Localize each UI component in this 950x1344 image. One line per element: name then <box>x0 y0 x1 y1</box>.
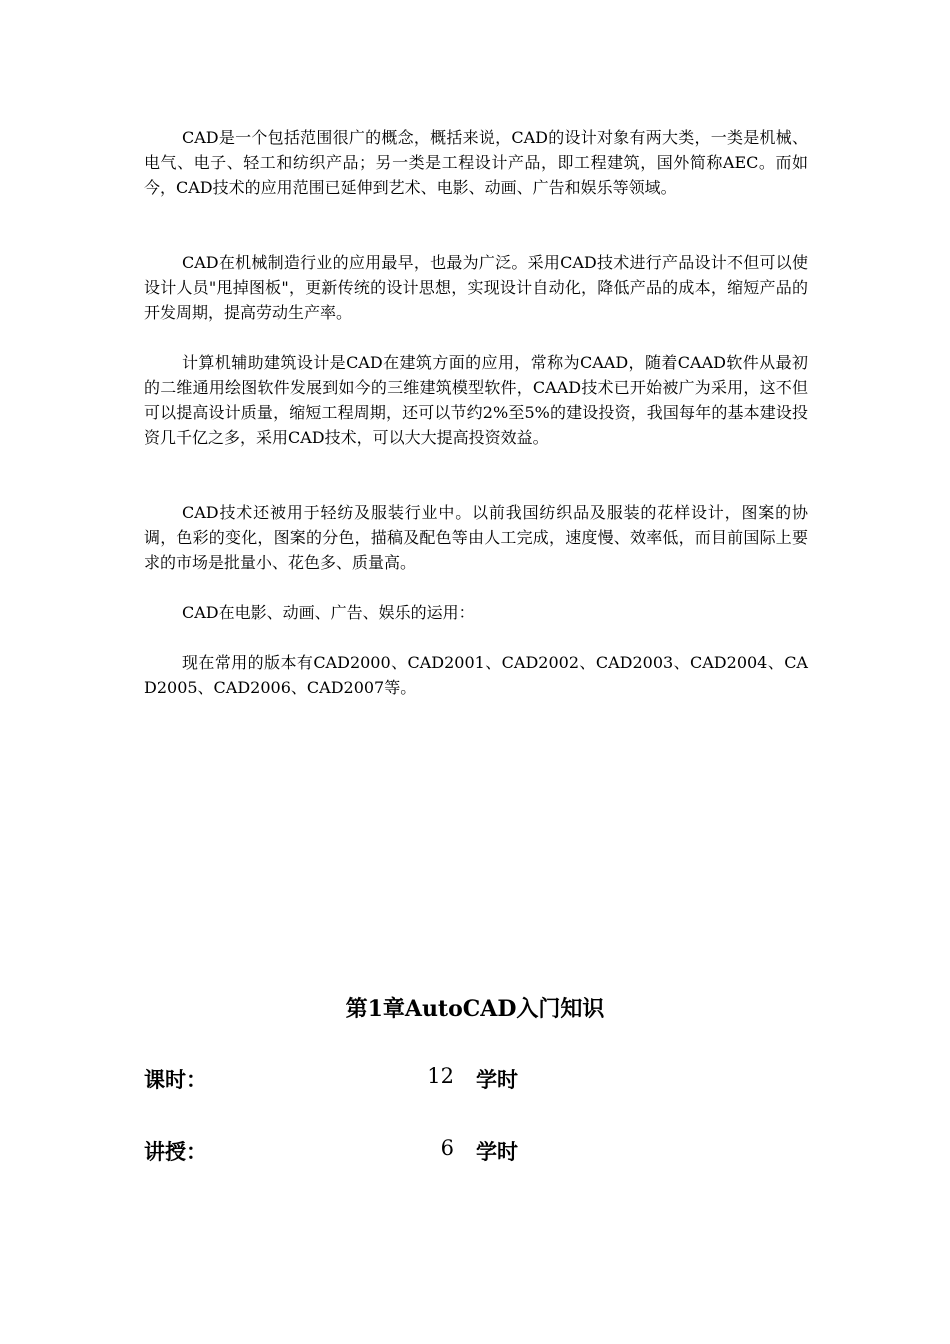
class-hours-label: 课时： <box>144 1067 207 1092</box>
paragraph-mechanical: CAD在机械制造行业的应用最早，也最为广泛。采用CAD技术进行产品设计不但可以使设计人员"甩掉图板"，更新传统的设计思想，实现设计自动化，降低产品的成本，缩短产品的开发周期，提高劳动生产率。 <box>144 253 808 322</box>
class-hours-row <box>144 1064 644 1096</box>
lecture-hours-unit: 学时 <box>476 1139 518 1164</box>
paragraph-cad-overview: CAD是一个包括范围很广的概念，概括来说，CAD的设计对象有两大类，一类是机械、电气、电子、轻工和纺织产品；另一类是工程设计产品，即工程建筑，国外简称AEC。而如今，CAD技术的应用范围已延伸到艺术、电影、动画、广告和娱乐等领域。 <box>144 128 808 197</box>
paragraph-versions: 现在常用的版本有CAD2000、CAD2001、CAD2002、CAD2003、CAD2004、CAD2005、CAD2006、CAD2007等。 <box>144 653 808 697</box>
class-hours-value: 12 <box>427 1064 454 1088</box>
lecture-hours-row <box>144 1136 644 1168</box>
lecture-hours-label: 讲授： <box>144 1139 207 1164</box>
paragraph-textile: CAD技术还被用于轻纺及服装行业中。以前我国纺织品及服装的花样设计，图案的协调，色彩的变化，图案的分色，描稿及配色等由人工完成，速度慢、效率低，而目前国际上要求的市场是批量小、花色多、质量高。 <box>144 503 808 572</box>
chapter-title: 第1章AutoCAD入门知识 <box>345 996 605 1022</box>
paragraph-entertainment: CAD在电影、动画、广告、娱乐的运用： <box>182 603 475 622</box>
lecture-hours-value: 6 <box>440 1136 454 1160</box>
class-hours-unit: 学时 <box>476 1067 518 1092</box>
paragraph-architecture: 计算机辅助建筑设计是CAD在建筑方面的应用，常称为CAAD，随着CAAD软件从最初的二维通用绘图软件发展到如今的三维建筑模型软件，CAAD技术已开始被广为采用，这不但可以提高设计质量，缩短工程周期，还可以节约2%至5%的建设投资，我国每年的基本建设投资几千亿之多，采用CAD技术，可以大大提高投资效益。 <box>144 353 808 447</box>
